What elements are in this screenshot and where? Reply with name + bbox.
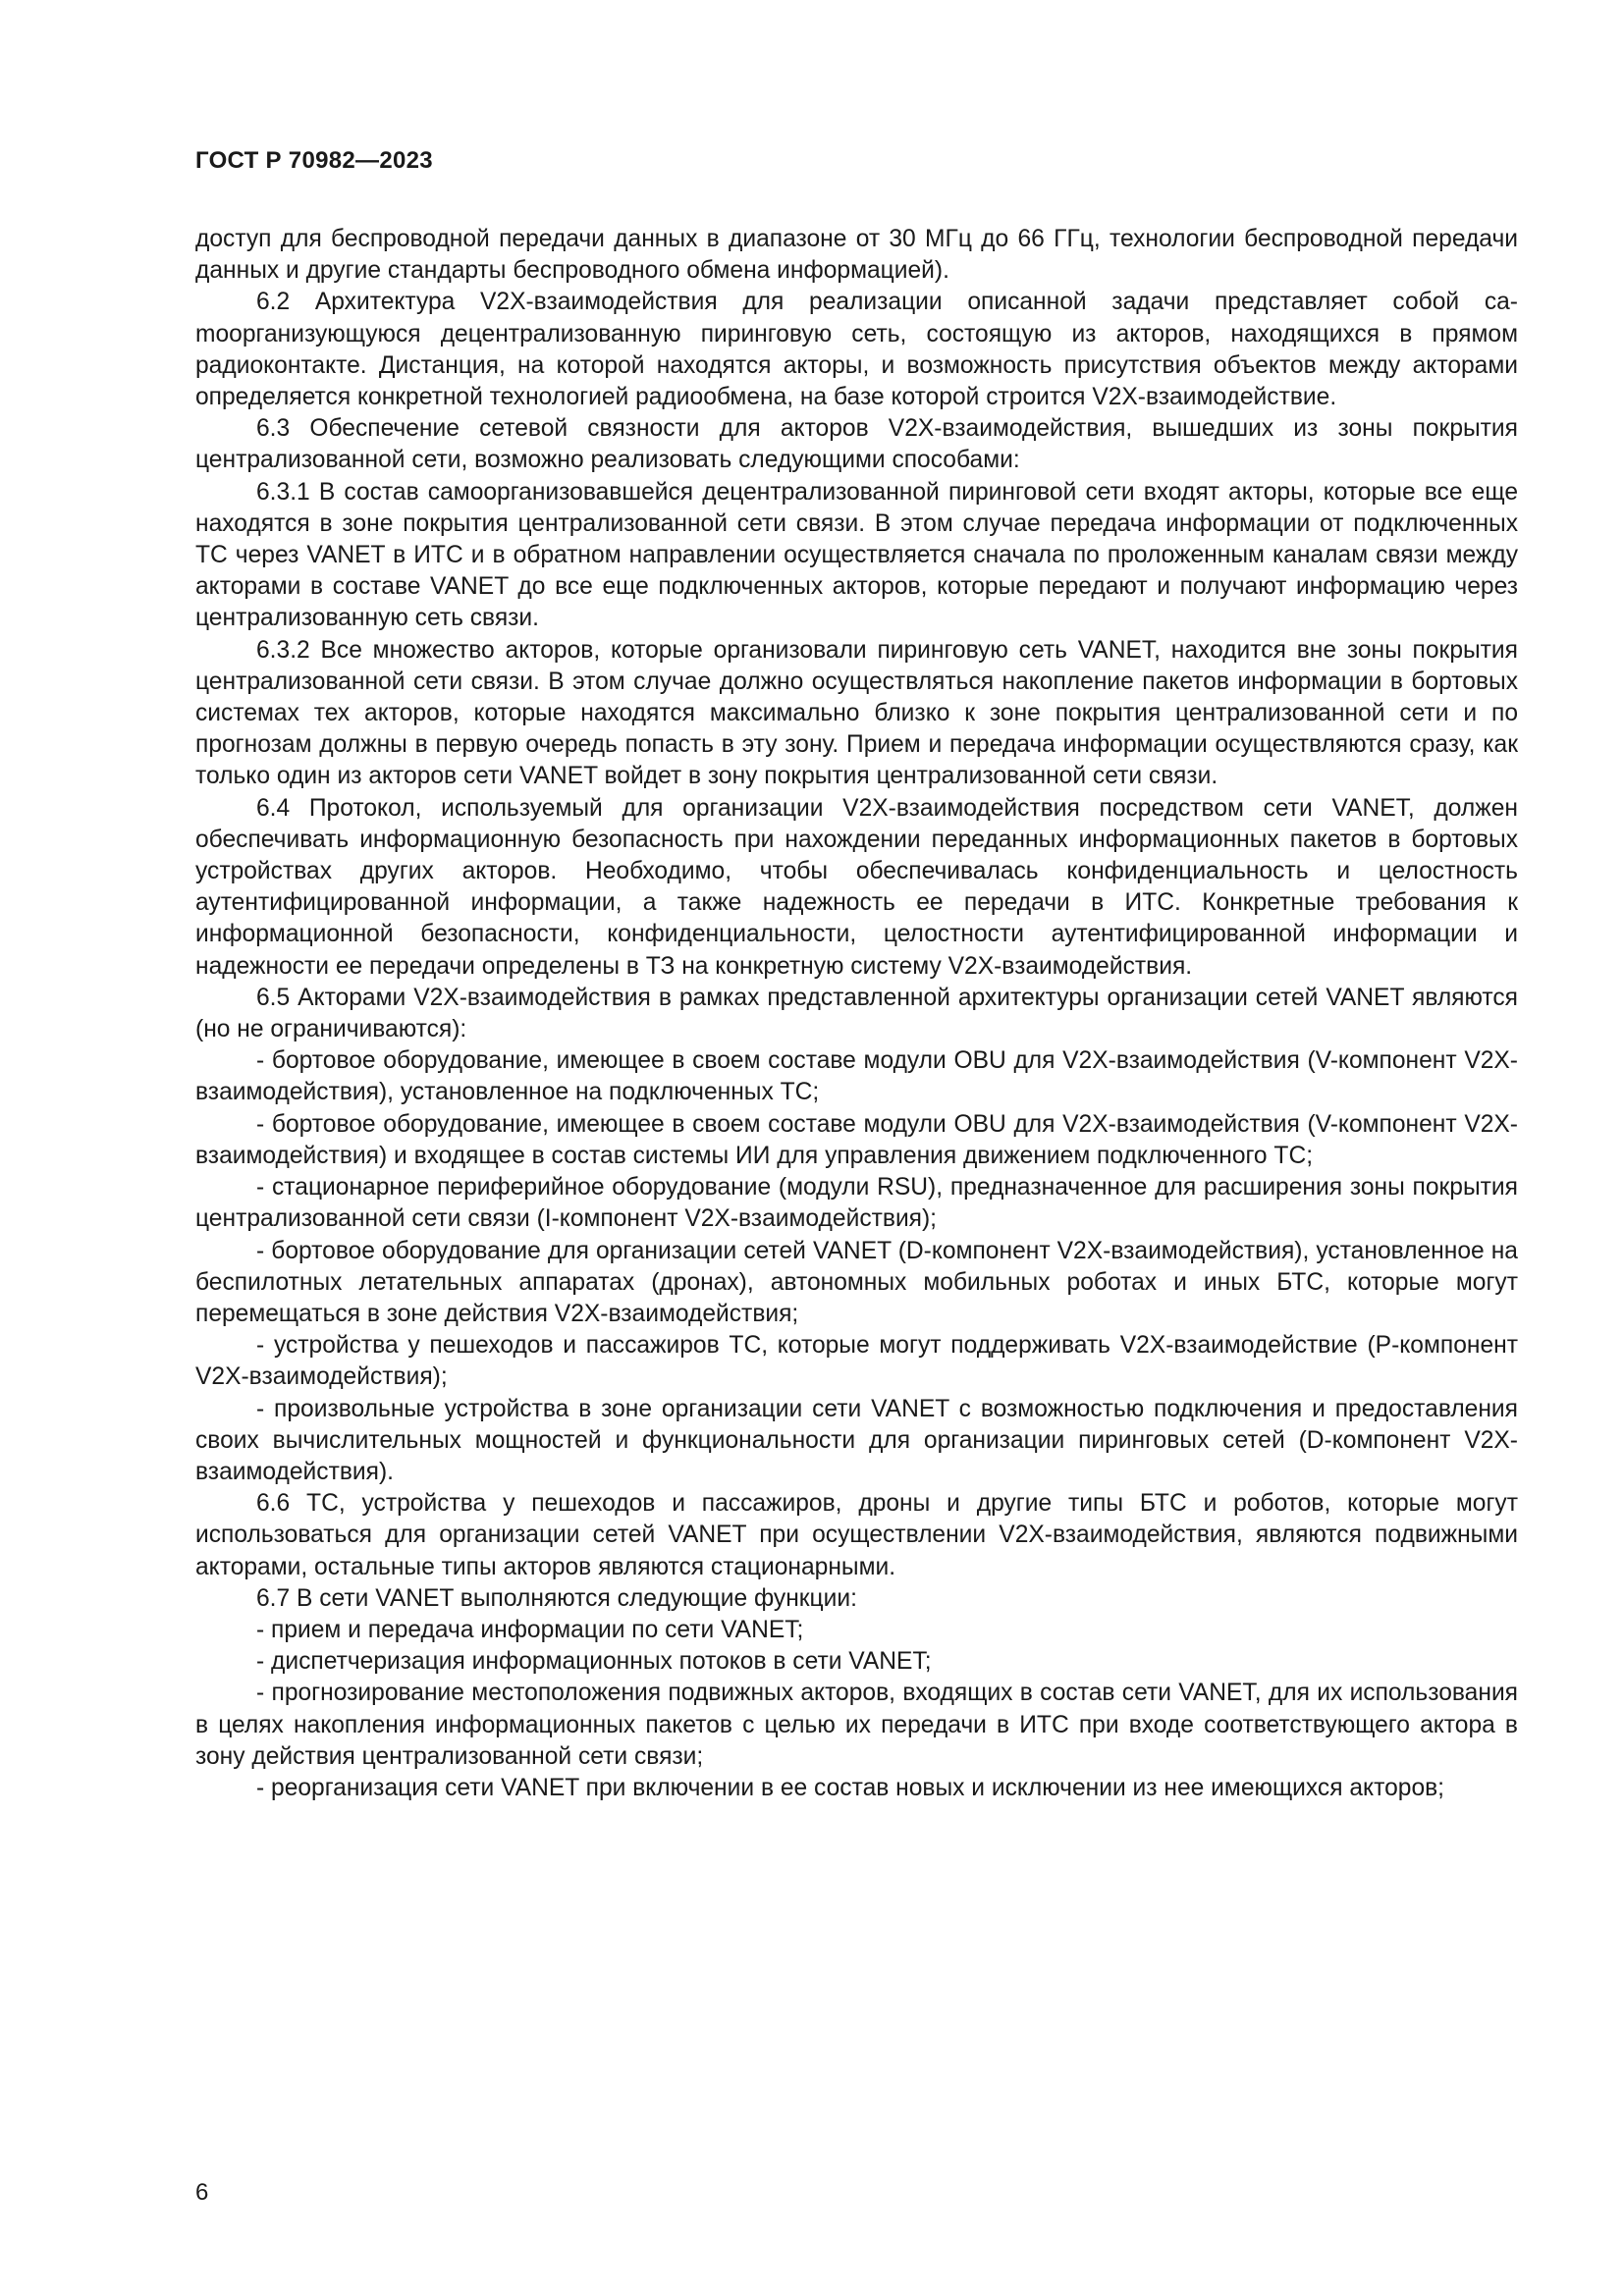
list-item: - бортовое оборудование для организации сетей VANET (D-компонент V2X-взаимодействия), установленное на беспилотных летательных аппаратах (дронах), автономных мобильных роботах и иных БТС, которые могут перемещаться в зоне действия V2X-взаимодействия; [195, 1237, 1518, 1327]
document-code-header: ГОСТ Р 70982—2023 [195, 147, 433, 174]
list-item: - стационарное периферийное оборудование (модули RSU), предназначенное для расширения зоны покрытия централизованной сети связи (I-компонент V2X-взаимодействия); [195, 1174, 1518, 1233]
list-item: - произвольные устройства в зоне организации сети VANET с возможностью подключения и предоставления своих вычислительных мощностей и функциональности для организации пиринговых сетей (D-компонент V2X-взаимодействия). [195, 1395, 1518, 1485]
paragraph-6-6: 6.6 ТС, устройства у пешеходов и пассажиров, дроны и другие типы БТС и роботов, которые могут использоваться для организации сетей VANET при осуществлении V2X-взаимодействия, являются подвижными акторами, остальные типы акторов являются стационарными. [195, 1490, 1518, 1580]
list-item: - бортовое оборудование, имеющее в своем составе модули OBU для V2X-взаимодействия (V-компонент V2X-взаимодействия), установленное на подключенных ТС; [195, 1047, 1518, 1106]
paragraph-6-3-1: 6.3.1 В состав самоорганизовавшейся децентрализованной пиринговой сети входят акторы, которые все еще находятся в зоне покрытия централизованной сети связи. В этом случае передача информации от подключенных ТС через VANET в ИТС и в обратном направлении осуществляется сначала по проложенным каналам связи между акторами в составе VANET до все еще подключенных акторов, которые передают и получают информацию через централизованную сеть связи. [195, 478, 1518, 632]
document-body [195, 224, 1518, 1804]
list-item: - реорганизация сети VANET при включении в ее состав новых и исключении из нее имеющихся акторов; [256, 1774, 1445, 1801]
paragraph-6-2: 6.2 Архитектура V2X-взаимодействия для реализации описанной задачи представляет собой саmоорганизующуюся децентрализованную пиринговую сеть, состоящую из акторов, находящихся в прямом радиоконтакте. Дистанция, на которой находятся акторы, и возможность присутствия объектов между акторами определяется конкретной технологией радиообмена, на базе которой строится V2X-взаимодействие. [195, 289, 1518, 411]
paragraph-6-5: 6.5 Акторами V2X-взаимодействия в рамках представленной архитектуры организации сетей VANET являются (но не ограничиваются): [195, 984, 1518, 1043]
paragraph-6-3: 6.3 Обеспечение сетевой связности для акторов V2X-взаимодействия, вышедших из зоны покрытия централизованной сети, возможно реализовать следующими способами: [195, 415, 1518, 474]
paragraph-6-4: 6.4 Протокол, используемый для организации V2X-взаимодействия посредством сети VANET, должен обеспечивать информационную безопасность при нахождении переданных информационных пакетов в бортовых устройствах других акторов. Необходимо, чтобы обеспечивалась конфиденциальность и целостность аутентифицированной информации, а также надежность ее передачи в ИТС. Конкретные требования к информационной безопасности, конфиденциальности, целостности аутентифицированной информации и надежности ее передачи определены в ТЗ на конкретную систему V2X-взаимодействия. [195, 794, 1518, 980]
list-item: - диспетчеризация информационных потоков в сети VANET; [256, 1648, 932, 1676]
list-item: - бортовое оборудование, имеющее в своем составе модули OBU для V2X-взаимодействия (V-компонент V2X-взаимодействия) и входящее в состав системы ИИ для управления движением подключенного ТС; [195, 1110, 1518, 1169]
list-item: - прогнозирование местоположения подвижных акторов, входящих в состав сети VANET, для их использования в целях накопления информационных пакетов с целью их передачи в ИТС при входе соответствующего актора в зону действия централизованной сети связи; [195, 1680, 1518, 1770]
list-item: - устройства у пешеходов и пассажиров ТС, которые могут поддерживать V2X-взаимодействие (P-компонент V2X-взаимодействия); [195, 1332, 1518, 1391]
paragraph-6-3-2: 6.3.2 Все множество акторов, которые организовали пиринговую сеть VANET, находится вне зоны покрытия централизованной сети связи. В этом случае должно осуществляться накопление пакетов информации в бортовых системах тех акторов, которые находятся максимально близко к зоне покрытия централизованной сети и по прогнозам должны в первую очередь попасть в эту зону. Прием и передача информации осуществляются сразу, как только один из акторов сети VANET войдет в зону покрытия централизованной сети связи. [195, 636, 1518, 790]
list-item: - прием и передача информации по сети VANET; [256, 1616, 804, 1643]
paragraph-continuation: доступ для беспроводной передачи данных в диапазоне от 30 МГц до 66 ГГц, технологии беспроводной передачи данных и другие стандарты беспроводного обмена информацией). [195, 226, 1518, 285]
page-number: 6 [195, 2179, 209, 2206]
paragraph-6-7: 6.7 В сети VANET выполняются следующие функции: [256, 1584, 857, 1612]
